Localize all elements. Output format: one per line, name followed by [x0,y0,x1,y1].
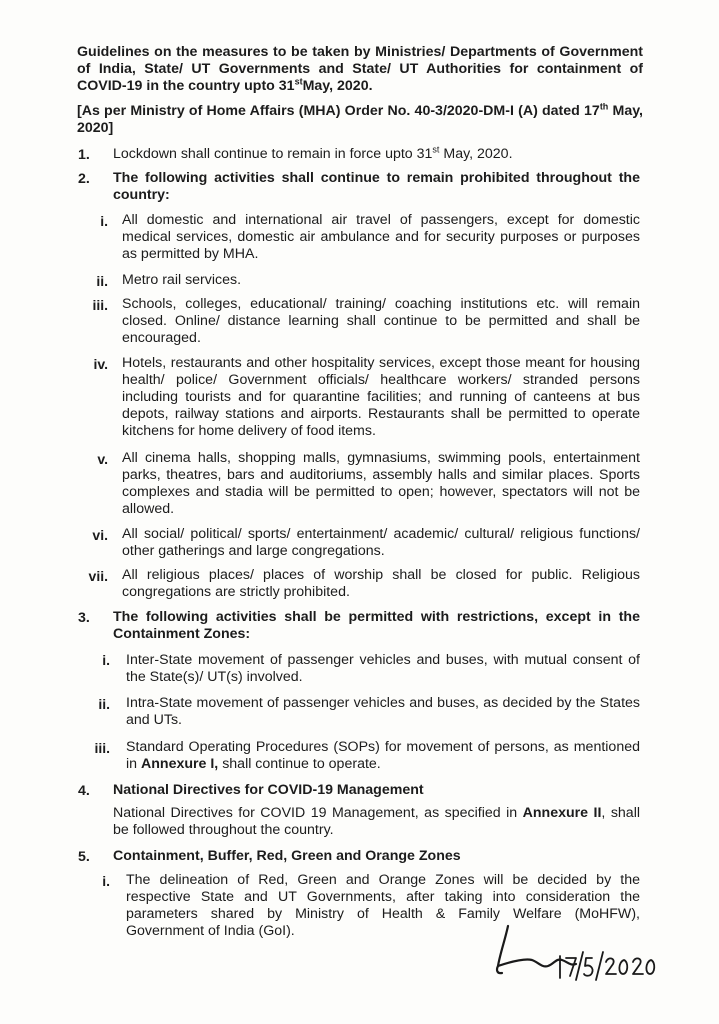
list-item: Inter-State movement of passenger vehicles and buses, with mutual consent of the State(s)/ UT(s) involved. [126,652,640,685]
section-5-heading: Containment, Buffer, Red, Green and Orange Zones [113,848,461,864]
list-item: Hotels, restaurants and other hospitality services, except those meant for housing health/ police/ Government officials/ healthcare workers/ stranded persons including tourists and for quarantine facilities; and running of canteens at bus depots, railway stations and airports. Restaurants shall be permitted to operate kitchens for home delivery of food items. [122,355,640,439]
list-numeral: ii. [98,696,110,712]
list-numeral: vii. [88,568,108,584]
section-2-heading: The following activities shall continue to remain prohibited throughout the country: [113,170,640,203]
section-4-text: National Directives for COVID 19 Management, as specified in Annexure II, shall be followed throughout the country. [113,805,640,838]
list-item: Metro rail services. [122,272,242,288]
list-item: All religious places/ places of worship shall be closed for public. Religious congregations are strictly prohibited. [122,567,640,600]
list-numeral: i. [102,652,110,668]
section-5-number: 5. [78,849,90,865]
signature-date [560,952,654,980]
section-1-text: Lockdown shall continue to remain in force upto 31st May, 2020. [113,144,513,162]
section-3-heading: The following activities shall be permitted with restrictions, except in the Containment Zones: [113,609,640,642]
list-numeral: i. [100,213,108,229]
section-4-number: 4. [78,783,90,799]
order-reference: [As per Ministry of Home Affairs (MHA) Order No. 40-3/2020-DM-I (A) dated 17th May, 2020] [77,101,643,136]
section-3-number: 3. [78,610,90,626]
list-numeral: iv. [93,356,108,372]
document-title: Guidelines on the measures to be taken by Ministries/ Departments of Government of India, State/ UT Governments and State/ UT Authorities for containment of COVID-19 in the country upto 31stMay, 2020. [77,44,643,94]
list-numeral: i. [102,873,110,889]
list-numeral: iii. [92,297,108,313]
section-2-number: 2. [78,171,90,187]
list-item: All social/ political/ sports/ entertainment/ academic/ cultural/ religious functions/ other gatherings and large congregations. [122,526,640,559]
list-item: All domestic and international air travel of passengers, except for domestic medical services, domestic air ambulance and for security purposes or purposes as permitted by MHA. [122,212,640,262]
section-1-number: 1. [78,147,90,163]
list-numeral: ii. [96,273,108,289]
list-numeral: iii. [94,740,110,756]
list-item: The delineation of Red, Green and Orange Zones will be decided by the respective State and UT Governments, after taking into consideration the parameters shared by Ministry of Health & Family Welfare (MoHFW), Government of India (GoI). [126,872,640,939]
list-item: Schools, colleges, educational/ training/ coaching institutions etc. will remain closed. Online/ distance learning shall continue to be permitted and shall be encouraged. [122,296,640,346]
list-item: Standard Operating Procedures (SOPs) for movement of persons, as mentioned in Annexure I, shall continue to operate. [126,739,640,772]
list-item: All cinema halls, shopping malls, gymnasiums, swimming pools, entertainment parks, theatres, bars and auditoriums, assembly halls and similar places. Sports complexes and stadia will be permitted to open; however, spectators will not be allowed. [122,450,640,517]
list-numeral: v. [97,451,108,467]
list-numeral: vi. [92,527,108,543]
section-4-heading: National Directives for COVID-19 Management [113,782,424,798]
list-item: Intra-State movement of passenger vehicles and buses, as decided by the States and UTs. [126,695,640,728]
handwritten-signature [490,918,660,988]
